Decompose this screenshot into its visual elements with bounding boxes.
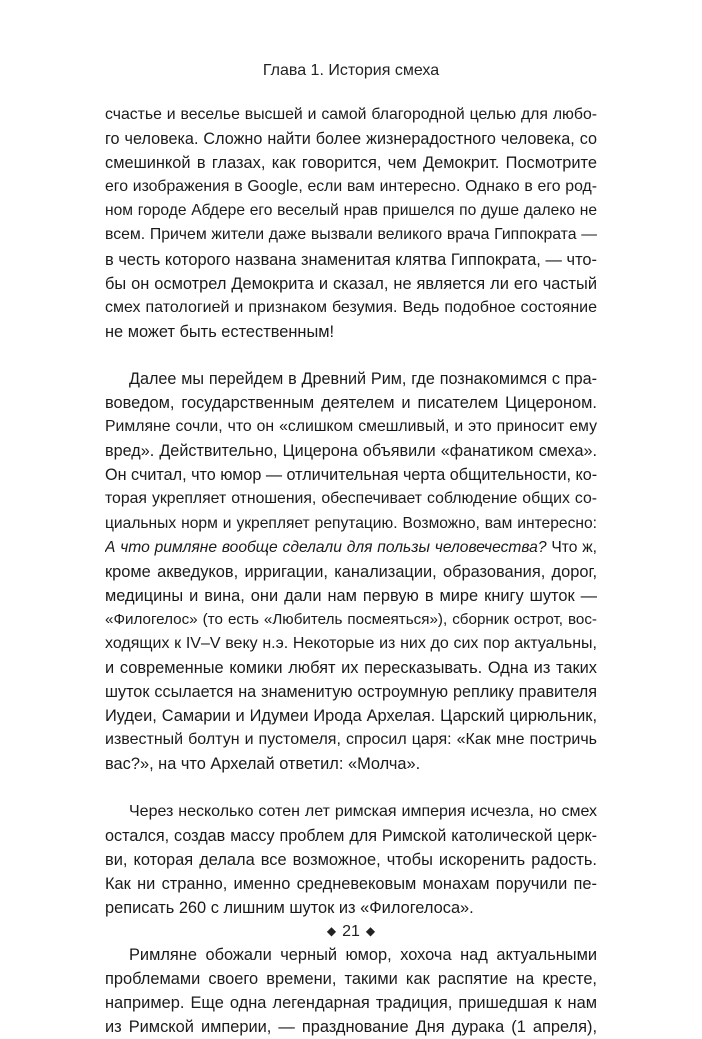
text-line: воведом, государственным деятелем и писателем Цицероном. <box>105 394 597 413</box>
text-line: остался, создав массу проблем для Римской католической церк- <box>105 826 597 845</box>
text-line: ходящих к IV–V веку н.э. Некоторые из них до сих пор актуальны, <box>105 634 597 652</box>
text-line: торая укрепляет отношения, обеспечивает соблюдение общих со- <box>105 490 597 508</box>
text-line: бы он осмотрел Демокрита и сказал, не является ли его частый <box>105 274 597 293</box>
text-line: реписать 260 с лишним шуток из «Филогелоса». <box>105 898 474 917</box>
italic-question: А что римляне вообще сделали для пользы человечества? <box>105 538 547 556</box>
page-footer <box>0 920 702 943</box>
text-line: и современные комики любят их пересказывать. Одна из таких <box>105 659 597 678</box>
text-line: «Филогелос» (то есть «Любитель посмеяться»), сборник острот, вос- <box>105 610 597 628</box>
running-header: Глава 1. История смеха <box>262 62 440 79</box>
paragraph-2 <box>105 367 597 777</box>
text-line: шуток ссылается на знаменитую остроумную реплику правителя <box>105 683 597 702</box>
text-line: вас?», на что Архелай ответил: «Молча». <box>105 755 421 774</box>
text-line: вред». Действительно, Цицерона объявили «фанатиком смеха». <box>105 442 597 461</box>
text-line: смех патологией и признаком безумия. Ведь подобное состояние <box>105 298 597 316</box>
text-line: например. Еще одна легендарная традиция, пришедшая к нам <box>105 994 597 1013</box>
text-line: го человека. Сложно найти более жизнерадостного человека, со <box>105 130 597 149</box>
text-line: в честь которого названа знаменитая клятва Гиппократа, — что- <box>105 250 597 269</box>
text-line: счастье и веселье высшей и самой благородной целью для любо- <box>105 106 597 123</box>
text-line: Далее мы перейдем в Древний Рим, где познакомимся с пра- <box>129 369 597 388</box>
diamond-ornament-icon: ◆ <box>365 924 376 938</box>
paragraph-gap <box>105 344 597 367</box>
text-line-mixed <box>105 536 597 560</box>
paragraph-4 <box>105 943 597 1039</box>
text-line: известный болтун и пустомеля, спросил царя: «Как мне постричь <box>105 731 597 749</box>
diamond-ornament-icon: ◆ <box>326 924 337 938</box>
text-line: из Римской империи, — празднование Дня дурака (1 апреля), <box>105 1018 597 1037</box>
text-line: Иудеи, Самарии и Идумеи Ирода Архелая. Царский цирюльник, <box>105 707 597 726</box>
text-line: медицины и вина, они дали нам первую в мире книгу шуток — <box>105 586 597 605</box>
text-line: Римляне сочли, что он «слишком смешливый, и это приносит ему <box>105 418 597 436</box>
text-line: ви, которая делала все возможное, чтобы искоренить радость. <box>105 850 597 869</box>
body-text <box>105 103 597 1039</box>
paragraph-1 <box>105 103 597 344</box>
text-line: его изображения в Google, если вам интересно. Однако в его род- <box>105 178 597 196</box>
paragraph-gap <box>105 777 597 800</box>
paragraph-3 <box>105 800 597 920</box>
page-number: 21 <box>342 923 360 940</box>
text-fragment: Что ж, <box>546 538 597 556</box>
text-line: циальных норм и укрепляет репутацию. Возможно, вам интересно: <box>105 514 597 532</box>
text-line: всем. Причем жители даже вызвали великого врача Гиппократа — <box>105 226 597 244</box>
text-line: смешинкой в глазах, как говорится, чем Демокрит. Посмотрите <box>105 154 597 173</box>
text-line: не может быть естественным! <box>105 322 335 341</box>
text-line: проблемами своего времени, такими как распятие на кресте, <box>105 970 597 989</box>
text-line: ном городе Абдере его веселый нрав пришелся по душе далеко не <box>105 202 597 220</box>
text-line: Как ни странно, именно средневековым монахам поручили пе- <box>105 874 597 893</box>
text-line: Римляне обожали черный юмор, хохоча над актуальными <box>129 946 597 964</box>
text-line: кроме акведуков, ирригации, канализации, образования, дорог, <box>105 562 597 581</box>
text-line: Он считал, что юмор — отличительная черта общительности, ко- <box>105 466 597 485</box>
text-line: Через несколько сотен лет римская империя исчезла, но смех <box>129 802 597 820</box>
